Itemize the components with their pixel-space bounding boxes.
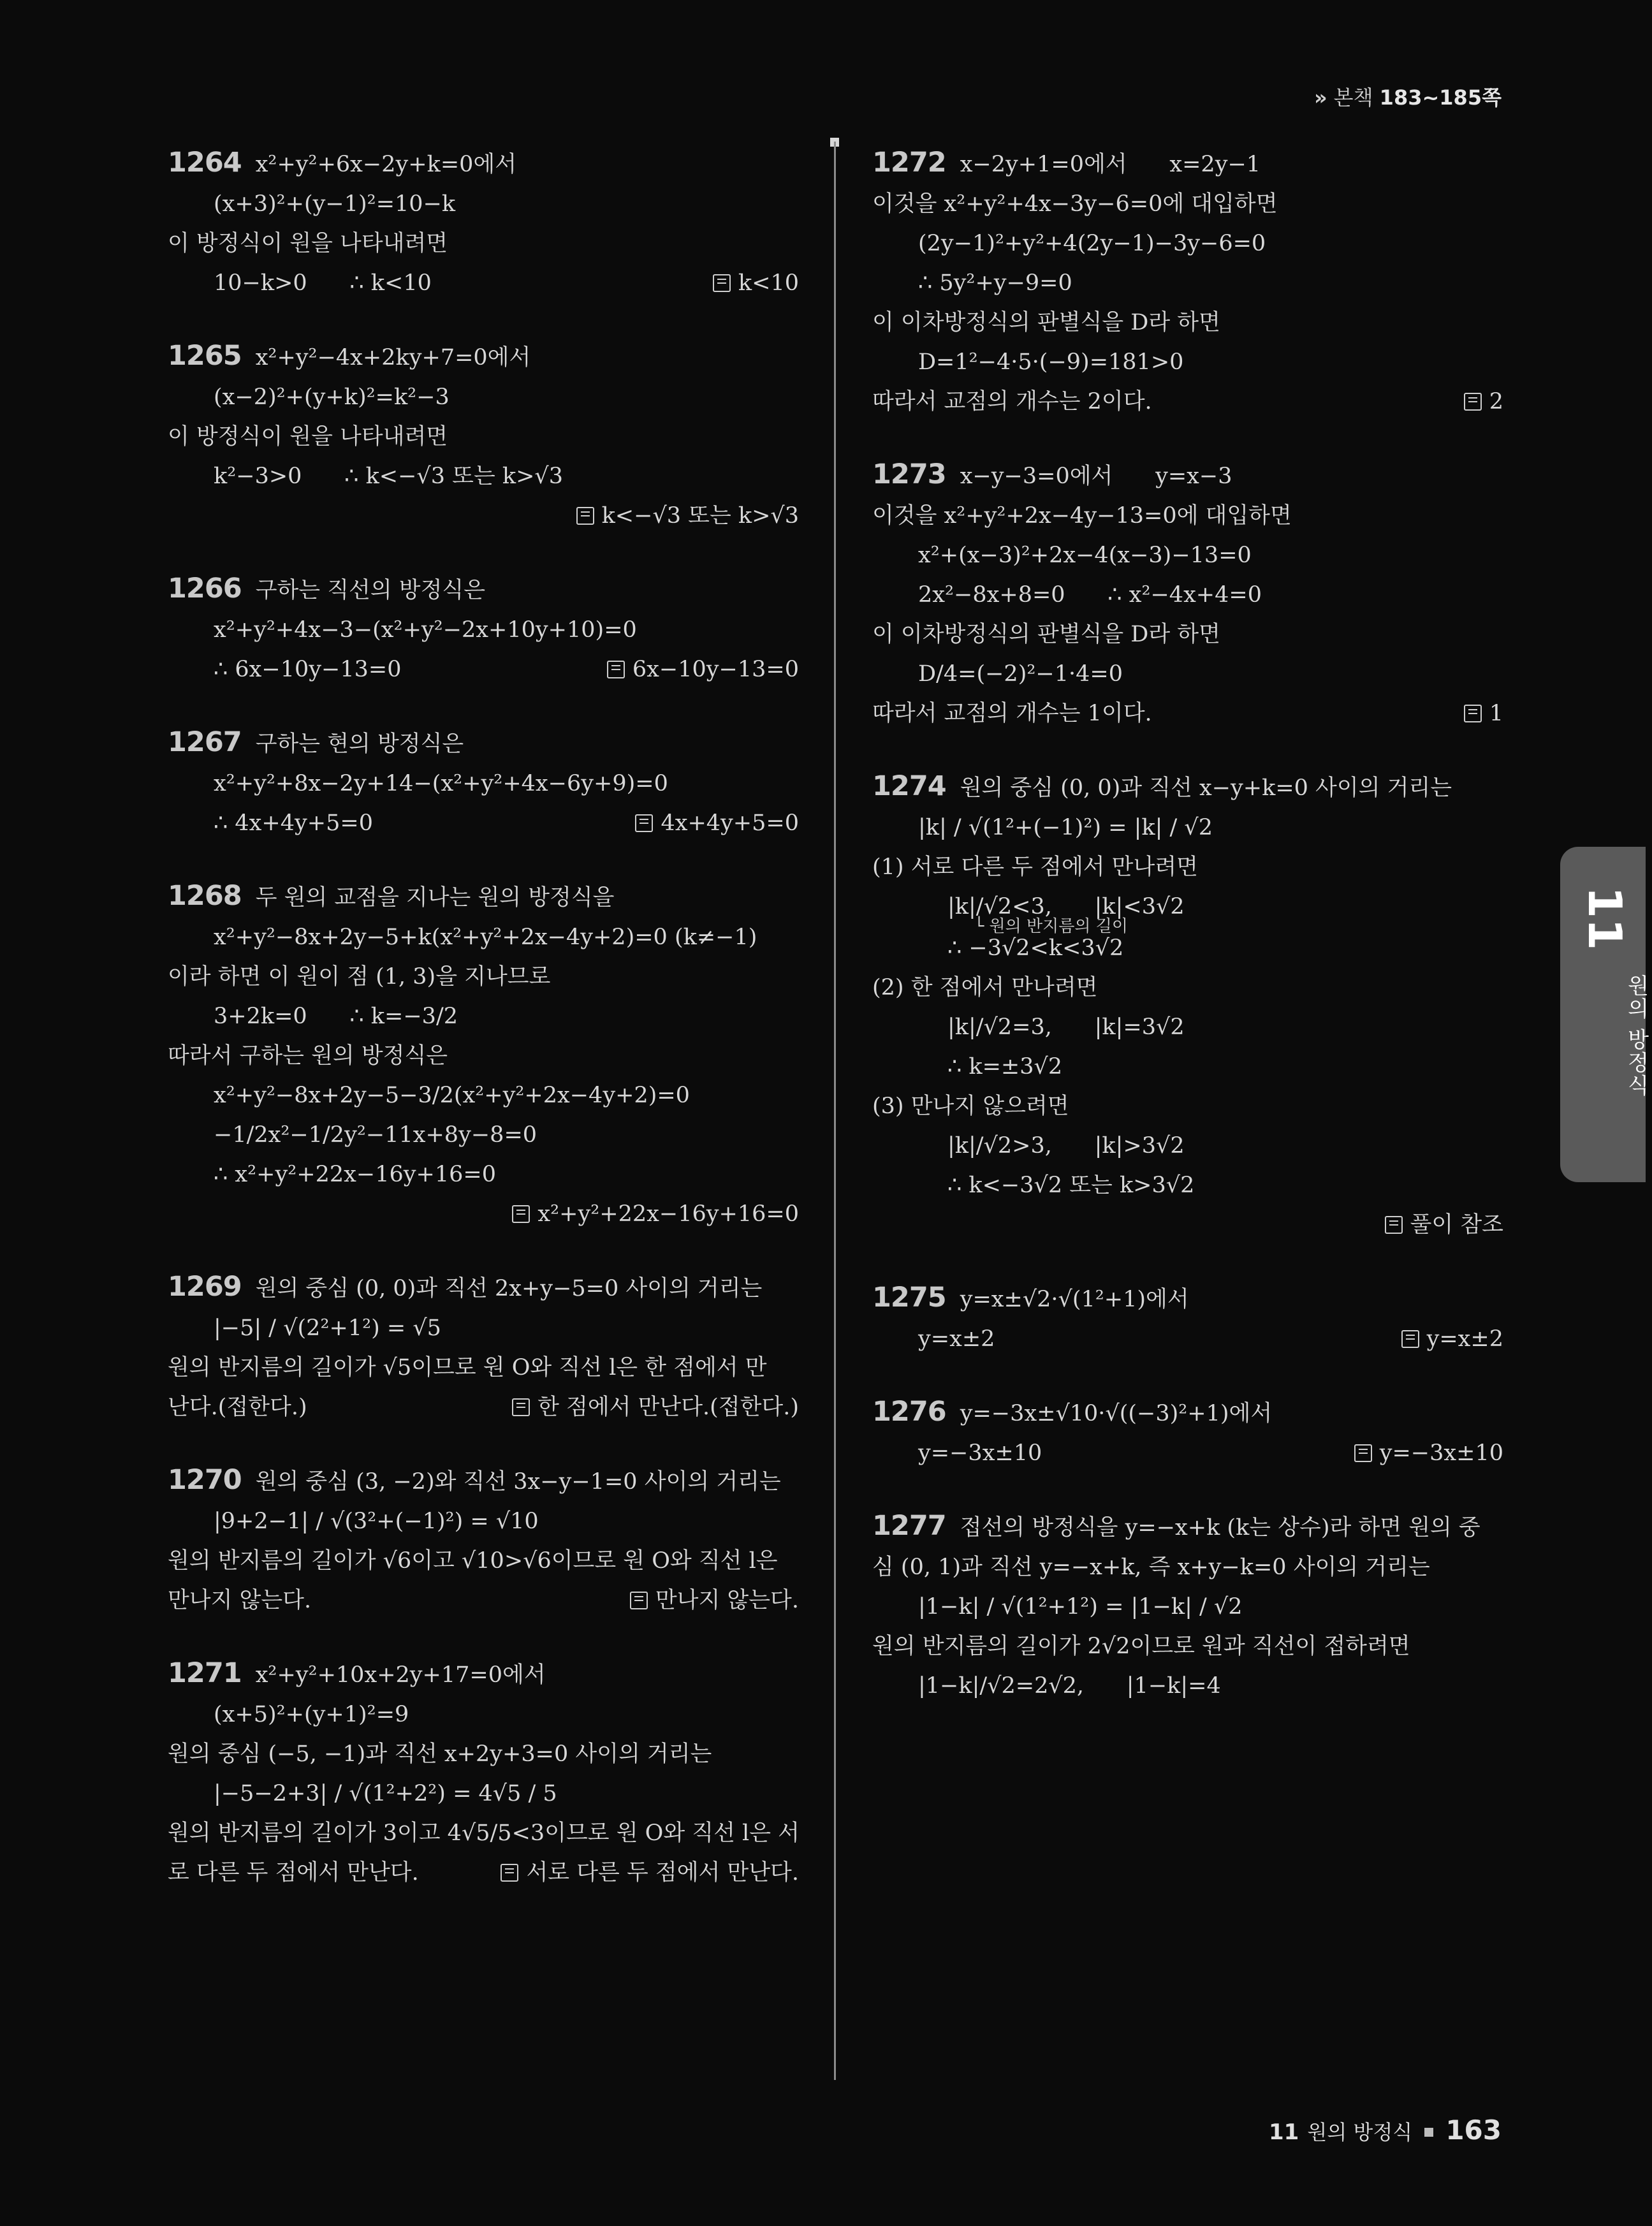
solution-text: 이 방정식이 원을 나타내려면 — [168, 231, 448, 256]
answer-text: 1 — [1489, 701, 1503, 726]
solution-text: x−y−3=0에서 y=x−3 — [960, 464, 1232, 489]
solution-line — [872, 1126, 1503, 1166]
solution-line — [168, 650, 799, 689]
solution-line — [872, 496, 1503, 536]
answer-text: y=−3x±10 — [1379, 1440, 1503, 1466]
answer-text: k<10 — [738, 270, 799, 296]
solution-text: 이 이차방정식의 판별식을 D라 하면 — [872, 622, 1220, 647]
chapter-side-tab[interactable] — [1560, 847, 1649, 1182]
solution-line — [872, 303, 1503, 342]
answer-box-icon — [1401, 1330, 1419, 1348]
solution-text: (3) 만나지 않으려면 — [872, 1094, 1069, 1119]
solution-text: 2x²−8x+8=0 ∴ x²−4x+4=0 — [918, 582, 1262, 608]
solution-text: (x+5)²+(y+1)²=9 — [214, 1702, 409, 1727]
answer-box-icon — [576, 507, 594, 525]
problem-1271 — [168, 1653, 799, 1893]
problem-1273 — [872, 455, 1503, 733]
problem-number: 1267 — [168, 726, 242, 758]
solution-line — [168, 803, 799, 843]
solution-line — [872, 968, 1503, 1007]
solution-text: y=x±2 — [918, 1326, 995, 1352]
problem-number: 1270 — [168, 1464, 242, 1496]
problem-number: 1268 — [168, 880, 242, 912]
solution-line — [872, 1087, 1503, 1126]
solution-line — [168, 1308, 799, 1348]
solution-line — [168, 1460, 799, 1502]
solution-text: 이 방정식이 원을 나타내려면 — [168, 424, 448, 450]
problem-1268 — [168, 876, 799, 1234]
solution-text: (x−2)²+(y+k)²=k²−3 — [214, 384, 450, 410]
solution-line — [168, 876, 799, 918]
problem-1270 — [168, 1460, 799, 1620]
solution-text: 따라서 교점의 개수는 2이다. — [872, 389, 1152, 414]
solution-text: 로 다른 두 점에서 만난다. — [168, 1860, 419, 1886]
solution-line — [168, 1695, 799, 1734]
solution-line — [872, 575, 1503, 615]
answer-box-icon — [607, 661, 625, 678]
solution-text: y=−3x±10 — [918, 1440, 1042, 1466]
solution-text: k²−3>0 ∴ k<−√3 또는 k>√3 — [214, 464, 563, 489]
solution-line — [872, 1587, 1503, 1627]
answer-text: 서로 다른 두 점에서 만난다. — [526, 1860, 799, 1886]
solution-text: ∴ 6x−10y−13=0 — [214, 657, 402, 682]
left-column — [168, 143, 799, 1926]
solution-line — [872, 342, 1503, 382]
solution-line — [872, 1278, 1503, 1319]
problem-1264 — [168, 143, 799, 303]
solution-line — [168, 1813, 799, 1853]
solution-line — [872, 1319, 1503, 1359]
solution-text: (1) 서로 다른 두 점에서 만나려면 — [872, 854, 1198, 880]
solution-line — [168, 1502, 799, 1541]
answer-box-icon — [1385, 1216, 1403, 1234]
answer-box-icon — [512, 1398, 530, 1416]
column-divider — [834, 142, 836, 2080]
solution-line — [872, 808, 1503, 847]
problem-1269 — [168, 1267, 799, 1427]
problem-number: 1277 — [872, 1510, 946, 1542]
answer — [713, 263, 799, 303]
solution-text: x²+y²−4x+2ky+7=0에서 — [255, 345, 531, 370]
solution-text: 10−k>0 ∴ k<10 — [214, 270, 432, 296]
page-number: 163 — [1445, 2114, 1502, 2146]
solution-text: 3+2k=0 ∴ k=−3/2 — [214, 1004, 458, 1029]
reference-prefix: 본책 — [1333, 85, 1373, 110]
solution-line — [872, 1047, 1503, 1087]
footer-square-icon — [1424, 2128, 1433, 2137]
solution-text: 따라서 구하는 원의 방정식은 — [168, 1043, 448, 1069]
solution-line — [872, 615, 1503, 654]
page-reference — [1314, 82, 1502, 111]
solution-text: ∴ k<−3√2 또는 k>3√2 — [947, 1173, 1195, 1198]
answer — [630, 1581, 799, 1620]
solution-text: x²+y²+8x−2y+14−(x²+y²+4x−6y+9)=0 — [214, 771, 668, 796]
solution-line — [168, 957, 799, 997]
solution-line — [168, 1653, 799, 1695]
reference-pages: 183~185쪽 — [1379, 85, 1502, 110]
solution-text: −1/2x²−1/2y²−11x+8y−8=0 — [214, 1122, 537, 1148]
side-tab-number: 11 — [1578, 886, 1632, 951]
solution-text: |k|/√2>3, |k|>3√2 — [947, 1133, 1185, 1159]
solution-line — [168, 918, 799, 957]
solution-text: 난다.(접한다.) — [168, 1395, 307, 1420]
solution-line — [168, 263, 799, 303]
solution-line — [872, 654, 1503, 694]
solution-text: 구하는 현의 방정식은 — [255, 731, 464, 757]
answer — [1401, 1319, 1503, 1359]
footer-chapter-title: 원의 방정식 — [1307, 2120, 1413, 2144]
answer — [1354, 1433, 1503, 1473]
solution-text: 이것을 x²+y²+4x−3y−6=0에 대입하면 — [872, 191, 1278, 217]
answer-text: 한 점에서 만난다.(접한다.) — [537, 1395, 799, 1420]
answer-text: y=x±2 — [1426, 1326, 1503, 1352]
solution-line — [872, 847, 1503, 887]
problem-number: 1265 — [168, 340, 242, 372]
solution-text: 원의 중심 (−5, −1)과 직선 x+2y+3=0 사이의 거리는 — [168, 1741, 712, 1767]
solution-text: y=−3x±√10·√((−3)²+1)에서 — [960, 1401, 1273, 1426]
solution-line — [168, 377, 799, 417]
solution-line — [872, 455, 1503, 496]
solution-text: x²+y²+10x+2y+17=0에서 — [255, 1662, 546, 1688]
answer-text: 만나지 않는다. — [655, 1588, 799, 1613]
solution-text: ∴ 4x+4y+5=0 — [214, 810, 373, 836]
solution-line — [872, 536, 1503, 575]
solution-line — [872, 184, 1503, 224]
solution-line — [168, 1036, 799, 1076]
answer — [168, 1194, 799, 1234]
solution-text: x²+y²+4x−3−(x²+y²−2x+10y+10)=0 — [214, 617, 637, 643]
solution-line — [872, 263, 1503, 303]
solution-line — [168, 1076, 799, 1115]
answer-box-icon — [635, 814, 653, 832]
solution-text: (x+3)²+(y−1)²=10−k — [214, 191, 456, 217]
solution-text: |−5−2+3| / √(1²+2²) = 4√5 / 5 — [214, 1781, 557, 1806]
solution-text: 이것을 x²+y²+2x−4y−13=0에 대입하면 — [872, 503, 1292, 529]
solution-line — [872, 887, 1503, 936]
problem-1274 — [872, 766, 1503, 1245]
solution-text: x²+(x−3)²+2x−4(x−3)−13=0 — [918, 543, 1252, 568]
solution-text: 두 원의 교점을 지나는 원의 방정식을 — [255, 885, 615, 911]
solution-line — [168, 417, 799, 457]
solution-line — [872, 766, 1503, 808]
solution-text: |k|/√2<3, |k|<3√2 — [947, 894, 1185, 919]
solution-text: ∴ x²+y²+22x−16y+16=0 — [214, 1162, 496, 1187]
problem-number: 1266 — [168, 573, 242, 604]
problem-number: 1273 — [872, 458, 946, 490]
annotation-note: └ 원의 반지름의 길이 — [974, 917, 1128, 936]
solution-text: 이 이차방정식의 판별식을 D라 하면 — [872, 310, 1220, 335]
answer-text: 2 — [1489, 389, 1503, 414]
solution-line — [872, 694, 1503, 733]
solution-line — [872, 928, 1503, 968]
answer-text: 6x−10y−13=0 — [632, 657, 799, 682]
solution-text: |1−k|/√2=2√2, |1−k|=4 — [918, 1673, 1221, 1699]
solution-text: 원의 반지름의 길이가 √5이므로 원 O와 직선 l은 한 점에서 만 — [168, 1355, 767, 1380]
solution-text: y=x±√2·√(1²+1)에서 — [960, 1287, 1189, 1312]
answer — [1464, 694, 1503, 733]
problem-number: 1274 — [872, 770, 946, 802]
solution-text: 접선의 방정식을 y=−x+k (k는 상수)라 하면 원의 중 — [960, 1515, 1480, 1541]
problem-1266 — [168, 569, 799, 689]
solution-line — [872, 224, 1503, 263]
solution-line — [168, 1774, 799, 1813]
problem-1277 — [872, 1506, 1503, 1706]
solution-text: 이라 하면 이 원이 점 (1, 3)을 지나므로 — [168, 964, 551, 990]
right-column — [872, 143, 1503, 1739]
problem-1276 — [872, 1392, 1503, 1473]
problem-1272 — [872, 143, 1503, 421]
problem-number: 1276 — [872, 1396, 946, 1428]
solution-line — [168, 184, 799, 224]
solution-line — [168, 610, 799, 650]
answer — [168, 496, 799, 536]
side-tab-label: 원의 방정식 — [1623, 974, 1649, 1097]
answer-text: x²+y²+22x−16y+16=0 — [537, 1201, 799, 1227]
answer-box-icon — [630, 1592, 648, 1609]
solution-text: D/4=(−2)²−1·4=0 — [918, 661, 1123, 687]
answer — [607, 650, 799, 689]
solution-text: 원의 반지름의 길이가 2√2이므로 원과 직선이 접하려면 — [872, 1634, 1410, 1659]
answer-box-icon — [501, 1864, 518, 1882]
solution-text: 원의 중심 (0, 0)과 직선 2x+y−5=0 사이의 거리는 — [255, 1276, 763, 1301]
solution-text: |k|/√2=3, |k|=3√2 — [947, 1014, 1185, 1040]
answer — [501, 1853, 799, 1893]
solution-text: 원의 중심 (3, −2)와 직선 3x−y−1=0 사이의 거리는 — [255, 1469, 781, 1495]
solution-line — [872, 143, 1503, 184]
solution-line — [168, 1581, 799, 1620]
solution-text: |1−k| / √(1²+1²) = |1−k| / √2 — [918, 1594, 1243, 1620]
solution-line — [168, 1267, 799, 1308]
solution-text: |k| / √(1²+(−1)²) = |k| / √2 — [918, 815, 1213, 840]
problem-number: 1264 — [168, 147, 242, 179]
problem-number: 1275 — [872, 1282, 946, 1314]
solution-line — [168, 1348, 799, 1388]
solution-line — [168, 224, 799, 263]
page-footer — [1269, 2114, 1502, 2146]
answer — [872, 1205, 1503, 1245]
answer-text: k<−√3 또는 k>√3 — [601, 503, 799, 529]
solution-line — [168, 1388, 799, 1427]
solution-text: 만나지 않는다. — [168, 1588, 312, 1613]
solution-line — [168, 1155, 799, 1194]
problem-number: 1269 — [168, 1271, 242, 1303]
answer-box-icon — [512, 1205, 530, 1223]
solution-text: x−2y+1=0에서 x=2y−1 — [960, 152, 1261, 177]
solution-line — [168, 1541, 799, 1581]
answer — [635, 803, 799, 843]
solution-line — [168, 143, 799, 184]
solution-line — [872, 1166, 1503, 1205]
solution-text: (2y−1)²+y²+4(2y−1)−3y−6=0 — [918, 231, 1266, 256]
solution-line — [872, 1548, 1503, 1587]
solution-text: |9+2−1| / √(3²+(−1)²) = √10 — [214, 1509, 539, 1534]
solution-line — [168, 336, 799, 377]
solution-text: 원의 반지름의 길이가 √6이고 √10>√6이므로 원 O와 직선 l은 — [168, 1548, 778, 1574]
answer-box-icon — [1464, 393, 1482, 411]
answer-box-icon — [1354, 1444, 1372, 1462]
solution-text: 원의 반지름의 길이가 3이고 4√5/5<3이므로 원 O와 직선 l은 서 — [168, 1820, 800, 1846]
solution-text: x²+y²+6x−2y+k=0에서 — [255, 152, 517, 177]
footer-chapter-number: 11 — [1268, 2120, 1299, 2145]
solution-line — [872, 1627, 1503, 1666]
solution-text: x²+y²−8x+2y−5−3/2(x²+y²+2x−4y+2)=0 — [214, 1083, 690, 1108]
solution-line — [168, 722, 799, 764]
solution-line — [168, 569, 799, 610]
solution-line — [168, 1853, 799, 1893]
solution-line — [168, 1115, 799, 1155]
solution-line — [168, 457, 799, 496]
solution-text: ∴ k=±3√2 — [947, 1054, 1063, 1080]
problem-1275 — [872, 1278, 1503, 1359]
solution-line — [872, 1666, 1503, 1706]
problem-1267 — [168, 722, 799, 843]
solution-line — [168, 997, 799, 1036]
answer-box-icon — [713, 274, 731, 292]
solution-text: (2) 한 점에서 만나려면 — [872, 975, 1098, 1000]
answer-box-icon — [1464, 705, 1482, 722]
answer — [1464, 382, 1503, 421]
solution-line — [168, 764, 799, 803]
double-chevron-icon: » — [1314, 85, 1327, 110]
solution-line — [872, 382, 1503, 421]
solution-text: x²+y²−8x+2y−5+k(x²+y²+2x−4y+2)=0 (k≠−1) — [214, 925, 757, 950]
answer — [512, 1388, 799, 1427]
solution-text: |−5| / √(2²+1²) = √5 — [214, 1315, 441, 1341]
solution-text: 구하는 직선의 방정식은 — [255, 578, 486, 603]
solution-text: 심 (0, 1)과 직선 y=−x+k, 즉 x+y−k=0 사이의 거리는 — [872, 1555, 1430, 1580]
answer-text: 4x+4y+5=0 — [661, 810, 799, 836]
solution-text: 원의 중심 (0, 0)과 직선 x−y+k=0 사이의 거리는 — [960, 775, 1452, 801]
solution-line — [872, 1433, 1503, 1473]
solution-text: ∴ −3√2<k<3√2 — [947, 935, 1124, 961]
solution-text: D=1²−4·5·(−9)=181>0 — [918, 349, 1184, 375]
problem-number: 1271 — [168, 1657, 242, 1689]
solution-line — [872, 1506, 1503, 1548]
solution-line — [872, 1392, 1503, 1433]
solution-text: ∴ 5y²+y−9=0 — [918, 270, 1072, 296]
solution-text: 따라서 교점의 개수는 1이다. — [872, 701, 1152, 726]
problem-1265 — [168, 336, 799, 536]
solution-line — [872, 1007, 1503, 1047]
answer-text: 풀이 참조 — [1410, 1212, 1503, 1238]
solution-line — [168, 1734, 799, 1774]
problem-number: 1272 — [872, 147, 946, 179]
